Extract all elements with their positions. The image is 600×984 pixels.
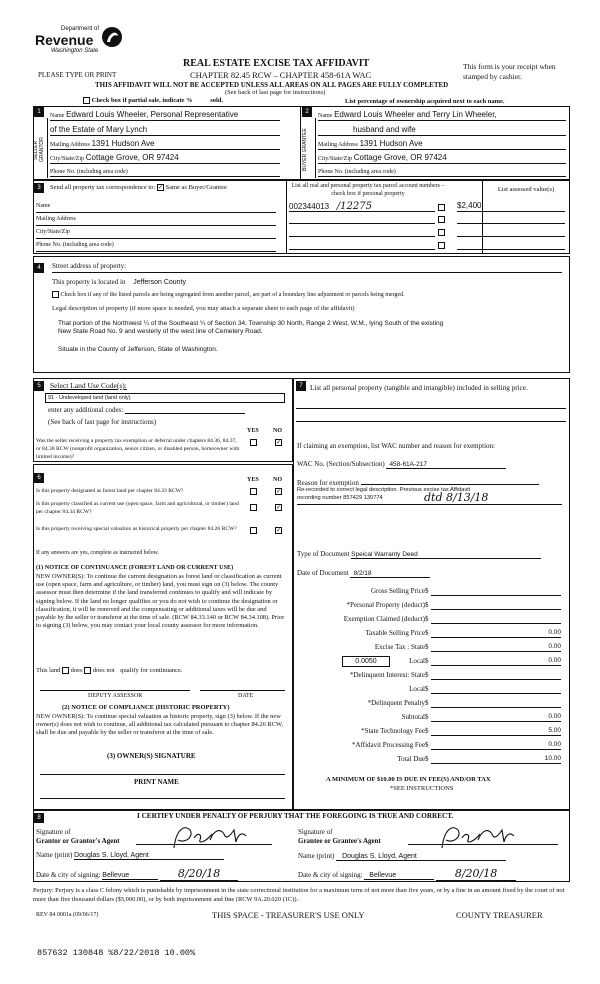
current-use-no-checkbox[interactable]: ✓ xyxy=(276,505,282,511)
same-as-buyer-checkbox[interactable]: ✓ xyxy=(157,185,163,192)
please-type: PLEASE TYPE OR PRINT xyxy=(38,71,117,79)
forest-question: Is this property designated as forest land per chapter 84.33 RCW? xyxy=(36,488,184,494)
fee-label: Total Due xyxy=(397,755,425,763)
s3-mailing-label: Mailing Address xyxy=(36,216,76,222)
does-checkbox[interactable] xyxy=(62,667,69,674)
section-6-number: 6 xyxy=(34,473,44,483)
not-accepted-warning: THIS AFFIDAVIT WILL NOT BE ACCEPTED UNLESS ALL AREAS ON ALL PAGES ARE FULLY COMPLETED xyxy=(95,81,449,89)
deputy-assessor-label: DEPUTY ASSESSOR xyxy=(88,693,143,699)
buyer-name[interactable]: Edward Louis Wheeler and Terry Lin Wheeler, xyxy=(334,110,497,119)
treasurer-use: THIS SPACE - TREASURER'S USE ONLY xyxy=(212,910,365,920)
fee-value[interactable]: 0.00 xyxy=(431,713,561,722)
notice-continuance-title: (1) NOTICE OF CONTINUANCE (FOREST LAND OR CURRENT USE) xyxy=(36,564,234,571)
doc-date-label: Date of Document xyxy=(297,569,349,577)
wac-row xyxy=(297,460,506,469)
doc-date-value[interactable]: 8/2/18 xyxy=(350,570,430,578)
fee-row: Exemption Claimed (deduct) $ xyxy=(297,615,567,628)
form-title: REAL ESTATE EXCISE TAX AFFIDAVIT xyxy=(183,58,370,69)
personal-property-checkbox-2[interactable] xyxy=(438,216,445,223)
segregated-checkbox[interactable] xyxy=(52,291,59,298)
seller-mailing[interactable]: 1391 Hudson Ave xyxy=(91,139,155,148)
see-instructions: *SEE INSTRUCTIONS xyxy=(390,785,454,792)
fee-label: *Personal Property (deduct) xyxy=(346,601,425,609)
qualify-label: qualify for continuance. xyxy=(120,667,183,674)
historic-yes-checkbox[interactable] xyxy=(250,527,257,534)
section-1-number: 1 xyxy=(34,107,44,117)
fee-value[interactable] xyxy=(431,587,561,596)
reason-line-1[interactable]: Re-recorded to correct legal description. Previous excise tax Affidavit xyxy=(297,487,471,493)
minimum-due: A MINIMUM OF $10.00 IS DUE IN FEE(S) AND/OR TAX xyxy=(326,776,491,783)
same-as-buyer-label: Same as Buyer/Grantee xyxy=(165,184,227,191)
logo-state: Washington State xyxy=(51,48,99,54)
exemption-no-checkbox[interactable]: ✓ xyxy=(276,440,282,446)
parcel-row-4 xyxy=(289,240,435,250)
buyer-mailing-label: Mailing Address xyxy=(318,142,358,148)
grantee-city-value[interactable]: Bellevue xyxy=(364,872,434,880)
fee-row: Gross Selling Price $ xyxy=(297,587,567,600)
fee-row: Taxable Selling Price $ 0.00 xyxy=(365,629,561,637)
grantor-signature-icon xyxy=(168,820,248,850)
claiming-exemption: If claiming an exemption, list WAC number and reason for exemption: xyxy=(297,442,495,450)
owner-signature-line[interactable] xyxy=(40,774,285,775)
section-4 xyxy=(33,256,570,373)
doc-date-row xyxy=(297,569,430,578)
reason-line-2[interactable]: recording number 857429 130774 xyxy=(297,495,383,501)
buyer-name-line2[interactable]: husband and wife xyxy=(318,125,566,136)
fee-label: Local xyxy=(409,685,425,693)
historic-no-checkbox[interactable]: ✓ xyxy=(276,528,282,534)
buyer-vertical-label: BUYER GRANTEE xyxy=(302,128,308,172)
buyer-city[interactable]: Cottage Grove, OR 97424 xyxy=(353,153,447,162)
s6-no-header: NO xyxy=(273,477,282,483)
buyer-name-row xyxy=(318,110,566,121)
fee-label: Local xyxy=(409,657,425,665)
segregated-label: Check box if any of the listed parcels are being segregated from another parcel, are part of a boundary line adjustment or parcels being merged. xyxy=(60,291,405,298)
list-percentage-note: List percentage of ownership acquired next to each name. xyxy=(345,98,505,105)
grantee-signature-icon xyxy=(436,820,516,850)
located-row xyxy=(52,278,186,286)
partial-sale-checkbox[interactable] xyxy=(83,97,90,104)
this-land-row xyxy=(36,667,183,674)
notice-compliance-body: NEW OWNER(S): To continue special valuation as historic property, sign (3) below. If the new owner(s) does not wish to continue, all additional tax calculated pursuant to chapter 84.26 RCW, shall be due and payable by the seller or transferor at the time of sale. xyxy=(36,713,283,737)
forest-yes-checkbox[interactable] xyxy=(250,488,257,495)
fee-row: *State Technology Fee $ 5.00 xyxy=(361,727,561,735)
grantor-date-label: Date & city of signing: xyxy=(36,871,101,879)
located-label: This property is located in xyxy=(52,278,126,286)
doc-type-label: Type of Document xyxy=(297,550,350,558)
grantor-date-row xyxy=(36,867,238,881)
street-address-label: Street address of property: xyxy=(52,262,127,270)
grantee-name-value[interactable]: Douglas S. Lloyd, Agent xyxy=(336,853,506,861)
grantee-date-row xyxy=(298,867,516,881)
wac-label: WAC No. (Section/Subsection) xyxy=(297,460,385,468)
does-not-checkbox[interactable] xyxy=(84,667,91,674)
partial-sale-sold: sold. xyxy=(210,97,224,104)
seller-name-label: Name xyxy=(50,113,65,119)
fee-label: *Delinquent Interest: State xyxy=(349,671,425,679)
fee-row: Local $ xyxy=(297,685,567,698)
fee-label: Exemption Claimed (deduct) xyxy=(343,615,425,623)
fee-row: *Delinquent Penalty $ xyxy=(297,699,567,712)
seller-city-label: City/State/Zip xyxy=(50,156,84,162)
exemption-yes-checkbox[interactable] xyxy=(250,439,257,446)
s3-phone-row xyxy=(36,242,276,252)
fee-value[interactable] xyxy=(431,601,561,610)
if-yes-note: If any answers are yes, complete as instructed below. xyxy=(36,550,159,556)
fee-row: Excise Tax : State $ 0.00 xyxy=(374,643,561,651)
local-rate-box[interactable]: 0.0050 xyxy=(342,656,390,667)
seller-phone-label: Phone No. (including area code) xyxy=(50,169,128,175)
section-4-number: 4 xyxy=(34,263,44,273)
buyer-city-label: City/State/Zip xyxy=(318,156,352,162)
buyer-name-label: Name xyxy=(318,113,333,119)
revenue-logo-mark-icon xyxy=(101,26,123,48)
assessed-value-3[interactable] xyxy=(457,227,565,237)
reason-handwritten: dtd 8/13/18 xyxy=(424,491,489,504)
notice-compliance-title: (2) NOTICE OF COMPLIANCE (HISTORIC PROPERTY) xyxy=(62,704,230,711)
fee-label: *Delinquent Penalty xyxy=(367,699,425,707)
grantor-city-value[interactable]: Bellevue xyxy=(102,872,158,880)
doc-type-value[interactable]: Speical Warranty Deed xyxy=(351,551,541,559)
s3-phone-label: Phone No. (including area code) xyxy=(36,242,114,248)
additional-codes-label: enter any additional codes: xyxy=(48,406,124,414)
receipt-note: This form is your receipt when stamped by cashier. xyxy=(463,62,556,81)
historic-question: Is this property receiving special valuation as historical property per chapter 84.26 RCW? xyxy=(36,526,237,532)
s3-mailing-row xyxy=(36,216,276,226)
section-8-number: 8 xyxy=(34,813,44,823)
s3-city-row xyxy=(36,229,276,239)
send-correspondence xyxy=(50,184,227,191)
perjury-note: Perjury: Perjury is a class C felony which is punishable by imprisonment in the state correctional institution for a maximum term of not more than five years, or by a fine in an amount fixed by the court of not more than five thousand dollars ($5,000.00), or by both imprisonment and fine (RCW 9A.20.020 (1C)). xyxy=(33,887,565,903)
land-use-select[interactable]: 91 - Undeveloped land (land only) xyxy=(45,393,285,403)
grantor-name-label: Name (print) xyxy=(36,851,73,859)
print-name-label: PRINT NAME xyxy=(134,778,179,786)
grantee-agent-label: Grantee or Grantee's Agent xyxy=(298,837,381,845)
grantor-name-value[interactable]: Douglas S. Lloyd, Agent xyxy=(74,852,224,860)
legal-line-2[interactable]: New State Road No. 9 and westerly of the west line of Cemetery Road. xyxy=(58,328,263,335)
additional-codes-input[interactable] xyxy=(125,406,245,414)
fee-value[interactable]: 0.00 xyxy=(431,629,561,638)
s5-see-back: (See back of last page for instructions) xyxy=(48,418,157,426)
list-personal-property: List all personal property (tangible and intangible) included in selling price. xyxy=(310,384,528,392)
fee-row: *Personal Property (deduct) $ xyxy=(297,601,567,614)
parcel-row-3 xyxy=(289,227,435,237)
seller-name-line2[interactable]: of the Estate of Mary Lynch xyxy=(50,125,280,136)
grantor-name-row xyxy=(36,851,224,860)
logo-dept-of: Department of xyxy=(61,26,100,32)
fee-label: Gross Selling Price xyxy=(370,587,425,595)
assessed-value-4[interactable] xyxy=(457,240,565,250)
seller-name-row xyxy=(50,110,280,121)
section-5-number: 5 xyxy=(34,381,44,391)
grantee-name-row xyxy=(298,852,506,861)
segregated-row xyxy=(52,291,405,298)
send-all-label: Send all property tax correspondence to: xyxy=(50,184,156,191)
seller-phone-row xyxy=(50,167,280,177)
grantee-sig-label: Signature of xyxy=(298,828,333,836)
wac-value[interactable]: 458-61A-217 xyxy=(386,461,506,469)
partial-sale-label: Check box if partial sale, indicate % xyxy=(91,97,193,104)
personal-property-checkbox-4[interactable] xyxy=(438,242,445,249)
situate-line[interactable]: Situate in the County of Jefferson, State of Washington. xyxy=(58,346,218,353)
this-land-label: This land xyxy=(36,667,61,674)
fee-label: Taxable Selling Price xyxy=(365,629,425,637)
assessed-value-1[interactable]: $2,400 xyxy=(457,201,565,212)
seller-city[interactable]: Cottage Grove, OR 97424 xyxy=(85,153,179,162)
fee-value[interactable] xyxy=(431,699,561,708)
parcel-row-2 xyxy=(289,214,435,224)
parcel-header: List all real and personal property tax parcel account numbers – check box if personal property xyxy=(291,183,445,197)
fee-value[interactable] xyxy=(431,671,561,680)
assessed-value-2[interactable] xyxy=(457,214,565,224)
does-not-label: does not xyxy=(92,667,115,674)
fee-row: Subtotal $ 0.00 xyxy=(401,713,561,721)
owner-signature-label: (3) OWNER(S) SIGNATURE xyxy=(107,752,196,760)
personal-property-checkbox-1[interactable] xyxy=(438,204,445,211)
fee-label: *State Technology Fee xyxy=(361,727,425,735)
reason-row xyxy=(297,478,539,487)
buyer-city-row xyxy=(318,153,566,164)
seller-mailing-row xyxy=(50,139,280,150)
grantor-date-value[interactable]: 8/20/18 xyxy=(160,867,238,881)
fee-row: *Delinquent Interest: State $ xyxy=(297,671,567,684)
grantee-date-value[interactable]: 8/20/18 xyxy=(436,867,516,881)
seller-city-row xyxy=(50,153,280,164)
exemption-question: Was the seller receiving a property tax exemption or deferral under chapters 84.36, 84.37, or 84.38 RCW (nonprofit organization, senior citizen, or disabled person, homeowner with limited income)? xyxy=(36,438,240,460)
select-land-label: Select Land Use Code(s): xyxy=(50,381,127,390)
parcel-number[interactable]: 002344013 xyxy=(289,202,330,211)
s3-city-label: City/State/Zip xyxy=(36,229,70,235)
assessed-header: List assessed value(s) xyxy=(497,186,555,193)
s5-no-header: NO xyxy=(273,428,282,434)
parcel-row-1 xyxy=(289,201,435,212)
form-chapters: CHAPTER 82.45 RCW – CHAPTER 458-61A WAC xyxy=(190,70,372,80)
s6-yes-header: YES xyxy=(247,477,259,483)
fee-value[interactable] xyxy=(431,685,561,694)
fee-value[interactable] xyxy=(431,615,561,624)
fee-label: *Affidavit Processing Fee xyxy=(352,741,425,749)
buyer-mailing[interactable]: 1391 Hudson Ave xyxy=(359,139,423,148)
current-use-yes-checkbox[interactable] xyxy=(250,504,257,511)
see-back-note: (See back of last page for instructions) xyxy=(225,89,326,96)
notice-continuance-body: NEW OWNER(S): To continue the current designation as forest land or classification as current use (open space, farm and agriculture, or timber) land, you must sign on (3) below. The county assessor must then determine if the land transferred continues to qualify and will indicate by signing below. If the land no longer qualifies or you do not wish to continue the designation or classification, it will be removed and the compensating or additional taxes will be due and payable by the seller or transferor at the time of sale. (RCW 84.33.140 or RCW 84.34.108). Prior to signing (3) below, you may contact your local county assessor for more information. xyxy=(36,573,285,630)
buyer-phone-label: Phone No. (including area code) xyxy=(318,169,396,175)
county-treasurer: COUNTY TREASURER xyxy=(456,910,543,920)
s3-name-label: Name xyxy=(36,203,51,209)
fee-value[interactable]: 5.00 xyxy=(431,727,561,736)
buyer-phone-row xyxy=(318,167,566,177)
seller-mailing-label: Mailing Address xyxy=(50,142,90,148)
street-address-row xyxy=(52,262,562,273)
grantee-name-label: Name (print) xyxy=(298,852,335,860)
fee-value[interactable]: 10.00 xyxy=(431,755,561,764)
fee-row: *Affidavit Processing Fee $ 0.00 xyxy=(352,741,561,749)
revenue-logo xyxy=(33,26,123,64)
fee-value[interactable]: 0.00 xyxy=(431,657,561,666)
section-2-number: 2 xyxy=(302,107,312,117)
fee-value[interactable]: 0.00 xyxy=(431,741,561,750)
partial-sale xyxy=(83,97,223,104)
certify-statement: I CERTIFY UNDER PENALTY OF PERJURY THAT THE FOREGOING IS TRUE AND CORRECT. xyxy=(137,812,454,820)
legal-line-1[interactable]: That portion of the Northwest ¼ of the Southeast ¼ of Section 34, Township 30 North, Range 2 West, W.M., lying South of the existing xyxy=(58,320,444,327)
grantee-date-label: Date & city of signing: xyxy=(298,871,363,879)
s5-yes-header: YES xyxy=(247,428,259,434)
fee-row: 0.0050 Local $ 0.00 xyxy=(297,657,567,670)
seller-vertical-label: SELLER GRANTOR xyxy=(33,137,45,163)
section-3-number: 3 xyxy=(34,183,44,193)
forest-no-checkbox[interactable]: ✓ xyxy=(276,489,282,495)
s3-name-row xyxy=(36,203,276,213)
legal-label: Legal description of property (if more space is needed, you may attach a separate sheet to each page of the affidavit) xyxy=(52,305,355,312)
parcel-handwritten: /12275 xyxy=(336,201,372,212)
county-value[interactable]: Jefferson County xyxy=(133,279,187,286)
personal-property-checkbox-3[interactable] xyxy=(438,229,445,236)
receipt-stamp: 857632 130848 %8/22/2018 10.00% xyxy=(37,948,196,958)
grantor-agent-label: Grantor or Grantor's Agent xyxy=(36,837,120,845)
deputy-signature-line[interactable] xyxy=(40,690,190,691)
current-use-question: Is this property classified as current use (open space, farm and agricultural, or timber) land per chapter 84.34 RCW? xyxy=(36,501,239,515)
fee-value[interactable]: 0.00 xyxy=(431,643,561,652)
rev-code: REV 84 0001a (09/06/17) xyxy=(36,912,99,918)
reason-label: Reason for exemption xyxy=(297,479,359,487)
seller-name[interactable]: Edward Louis Wheeler, Personal Representative xyxy=(66,110,239,119)
deputy-date-label: DATE xyxy=(238,693,254,699)
buyer-mailing-row xyxy=(318,139,566,150)
deputy-date-line[interactable] xyxy=(200,690,285,691)
print-name-line[interactable] xyxy=(40,798,285,799)
section-7-number: 7 xyxy=(296,381,306,391)
doc-type-row xyxy=(297,550,541,559)
grantor-sig-label: Signature of xyxy=(36,828,71,836)
fee-label: Excise Tax : State xyxy=(374,643,425,651)
fee-row: Total Due $ 10.00 xyxy=(397,755,561,763)
fee-label: Subtotal xyxy=(401,713,425,721)
logo-revenue: Revenue xyxy=(35,32,94,48)
additional-codes xyxy=(48,406,245,414)
does-label: does xyxy=(70,667,83,674)
